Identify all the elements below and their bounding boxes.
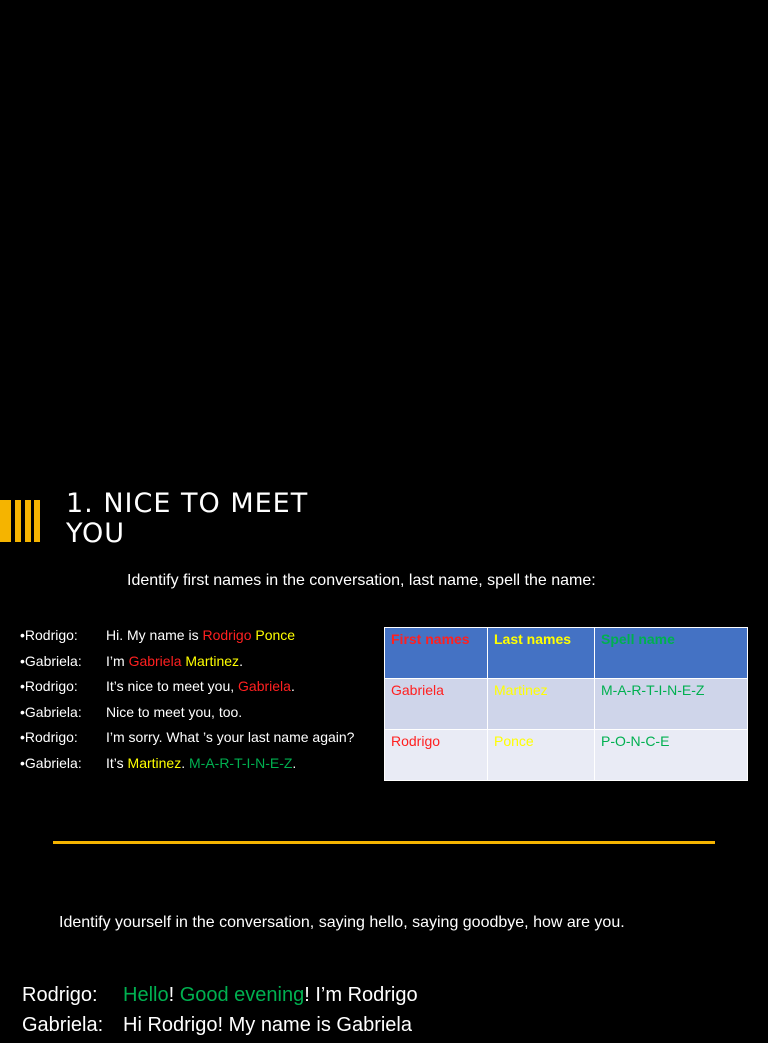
instruction-names: Identify first names in the conversation, last name, spell the name:: [127, 572, 596, 589]
line-text: I’m Gabriela Martinez.: [106, 652, 243, 669]
first-name: Gabriela: [238, 678, 291, 694]
table-row: [385, 679, 748, 730]
accent-bars-icon: [0, 500, 40, 542]
conversation-line: [20, 728, 380, 754]
speaker-label: •Rodrigo:: [20, 627, 78, 643]
cell-first-name: Gabriela: [385, 679, 488, 730]
instruction-greetings: Identify yourself in the conversation, saying hello, saying goodbye, how are you.: [59, 914, 625, 931]
speaker-label: •Gabriela:: [20, 754, 82, 771]
speaker-label: •Gabriela:: [20, 652, 82, 669]
last-name: Martinez: [127, 754, 182, 771]
line-text: Hi Rodrigo! My name is Gabriela: [123, 1014, 412, 1036]
line-text: Hello! Good evening! I’m Rodrigo: [123, 984, 418, 1006]
cell-spelling: P-O-N-C-E: [595, 730, 748, 781]
conversation-line: [20, 652, 380, 678]
speaker-label: •Gabriela:: [20, 703, 82, 720]
line-text: It’s nice to meet you, Gabriela.: [106, 678, 295, 694]
speaker-label: •Rodrigo:: [20, 678, 78, 694]
greeting-hello: Hello: [123, 984, 169, 1006]
spelled-name: M-A-R-T-I-N-E-Z: [189, 754, 293, 771]
header-first-names: First names: [385, 628, 488, 679]
line-text: Nice to meet you, too.: [106, 703, 243, 720]
conversation-line: [20, 754, 380, 780]
first-name: Gabriela: [128, 652, 182, 669]
first-name: Rodrigo: [202, 627, 252, 643]
greeting-evening: Good evening: [179, 984, 305, 1006]
line-text: I’m sorry. What ’s your last name again?: [106, 729, 355, 745]
section-divider: [53, 841, 715, 844]
names-table: [384, 627, 748, 781]
cell-first-name: Rodrigo: [385, 730, 488, 781]
cell-last-name: Ponce: [488, 730, 595, 781]
speaker-label: •Rodrigo:: [20, 729, 78, 745]
last-name: Ponce: [255, 627, 296, 643]
slide-title: 1. NICE TO MEET YOU: [66, 488, 309, 549]
line-text: Hi. My name is Rodrigo Ponce: [106, 627, 296, 643]
conversation-line: [20, 677, 380, 703]
table-row: [385, 730, 748, 781]
header-spell-name: Spell name: [595, 628, 748, 679]
speaker-label: Gabriela:: [22, 1014, 104, 1036]
last-name: Martinez: [185, 652, 240, 669]
conversation-line: [20, 626, 380, 652]
line-text: It’s Martinez. M-A-R-T-I-N-E-Z.: [106, 754, 297, 771]
speaker-label: Rodrigo:: [22, 984, 98, 1006]
conversation-line: [20, 703, 380, 729]
conversation-block: [20, 626, 380, 779]
header-last-names: Last names: [488, 628, 595, 679]
cell-spelling: M-A-R-T-I-N-E-Z: [595, 679, 748, 730]
cell-last-name: Martinez: [488, 679, 595, 730]
table-header-row: [385, 628, 748, 679]
